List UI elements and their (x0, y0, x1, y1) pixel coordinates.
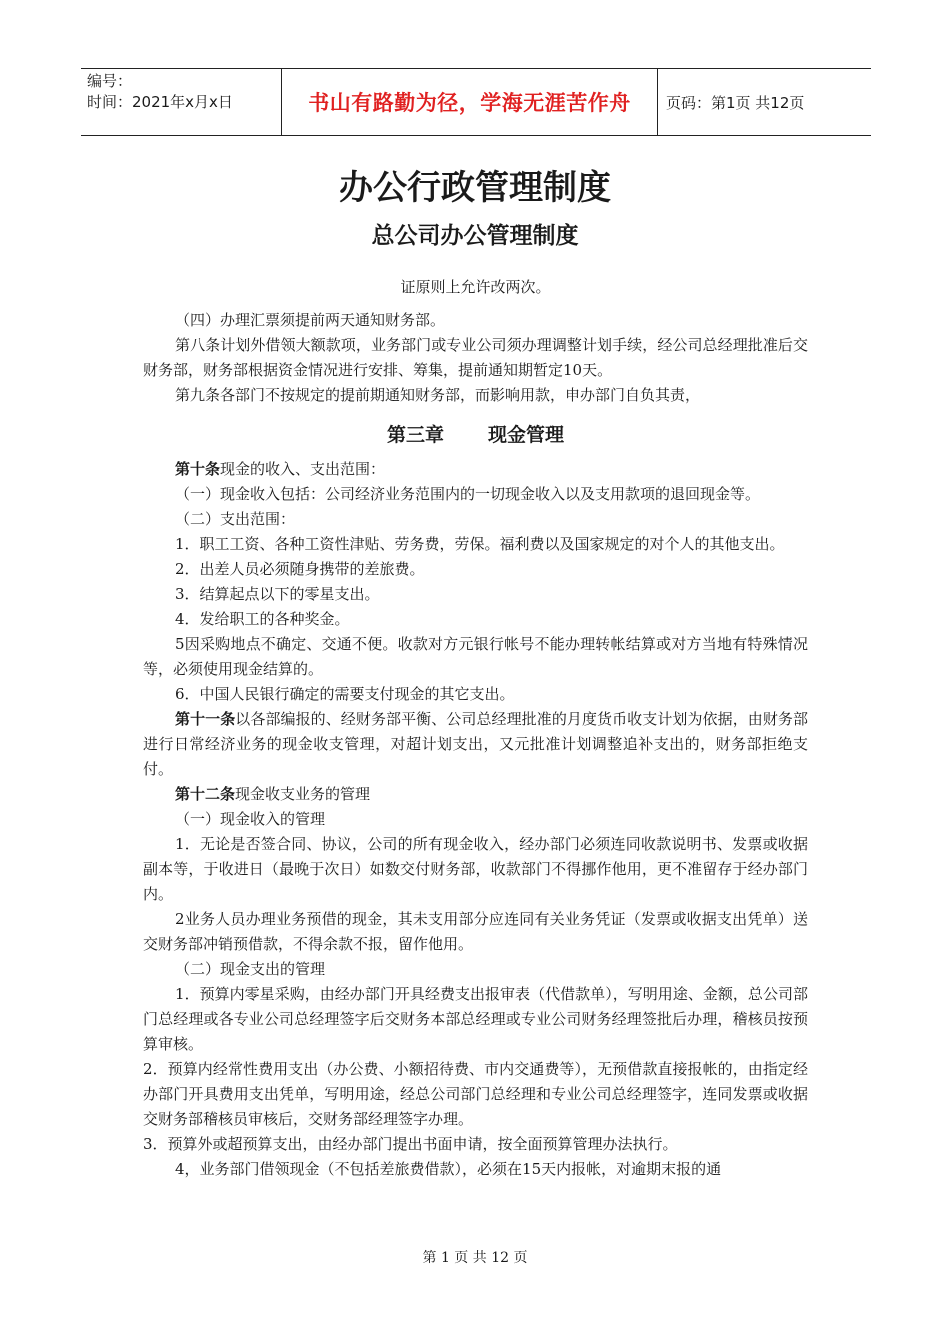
paragraph: 1．无论是否签合同、协议，公司的所有现金收入，经办部门必须连同收款说明书、发票或收据副本等，于收进日（最晚于次日）如数交付财务部，收款部门不得挪作他用，更不准留存于经办部门内。 (143, 835, 808, 903)
document-subtitle: 总公司办公管理制度 (371, 223, 579, 249)
paragraph: 3．预算外或超预算支出，由经办部门提出书面申请，按全面预算管理办法执行。 (143, 1135, 678, 1153)
article-label: 第十二条 (175, 785, 236, 803)
article-label: 第十条 (175, 460, 221, 478)
time-label: 时间：2021年x月x日 (87, 93, 233, 111)
paragraph: 第九条各部门不按规定的提前期通知财务部，而影响用款，申办部门自负其责， (175, 386, 701, 404)
header-motto: 书山有路勤为径，学海无涯苦作舟 (281, 69, 658, 135)
paragraph: 6．中国人民银行确定的需要支付现金的其它支出。 (175, 685, 515, 703)
article-label: 第十一条 (175, 710, 236, 728)
header-page-info: 页码：第1页 共12页 (666, 93, 805, 112)
page-footer: 第 1 页 共 12 页 (422, 1250, 528, 1266)
header-meta (81, 69, 281, 135)
paragraph: （一）现金收入的管理 (175, 810, 326, 828)
document-title: 办公行政管理制度 (339, 168, 611, 208)
paragraph: 5因采购地点不确定、交通不便。收款对方元银行帐号不能办理转帐结算或对方当地有特殊情况等，必须使用现金结算的。 (143, 635, 808, 678)
chapter-title: 现金管理 (488, 424, 565, 446)
page-header (81, 68, 871, 136)
paragraph: 第十一条以各部编报的、经财务部平衡、公司总经理批准的月度货币收支计划为依据，由财务部进行日常经济业务的现金收支管理，对超计划支出，又元批准计划调整追补支出的，财务部拒绝支付。 (143, 710, 808, 778)
paragraph: 2．出差人员必须随身携带的差旅费。 (175, 560, 425, 578)
paragraph: 第十条现金的收入、支出范围： (175, 460, 386, 478)
paragraph: （一）现金收入包括：公司经济业务范围内的一切现金收入以及支用款项的退回现金等。 (175, 485, 761, 503)
paragraph: （四）办理汇票须提前两天通知财务部。 (175, 311, 446, 329)
paragraph: 第八条计划外借领大额款项，业务部门或专业公司须办理调整计划手续，经公司总经理批准后交财务部，财务部根据资金情况进行安排、筹集，提前通知期暂定10天。 (143, 336, 808, 379)
paragraph: 第十二条现金收支业务的管理 (175, 785, 371, 803)
paragraph: 4，业务部门借领现金（不包括差旅费借款），必须在15天内报帐，对逾期末报的通 (175, 1160, 722, 1178)
document-body (143, 275, 808, 1182)
paragraph: （二）现金支出的管理 (175, 960, 326, 978)
chapter-number: 第三章 (386, 424, 444, 446)
paragraph: （二）支出范围： (175, 510, 296, 528)
paragraph: 2业务人员办理业务预借的现金，其未支用部分应连同有关业务凭证（发票或收据支出凭单）送交财务部冲销预借款，不得余款不报，留作他用。 (143, 910, 808, 953)
paragraph: 1．职工工资、各种工资性津贴、劳务费，劳保。福利费以及国家规定的对个人的其他支出。 (175, 535, 785, 553)
paragraph: 2．预算内经常性费用支出（办公费、小额招待费、市内交通费等），无预借款直接报帐的，由指定经办部门开具费用支出凭单，写明用途，经总公司部门总经理和专业公司总经理签字，连同发票或收据交财务部稽核员审核后，交财务部经理签字办理。 (143, 1060, 808, 1128)
paragraph: 3．结算起点以下的零星支出。 (175, 585, 380, 603)
chapter-heading (143, 420, 808, 447)
paragraph: 1．预算内零星采购，由经办部门开具经费支出报审表（代借款单），写明用途、金额，总公司部门总经理或各专业公司总经理签字后交财务本部总经理或专业公司财务经理签批后办理，稽核员按预算审核。 (143, 985, 808, 1053)
number-label: 编号： (87, 72, 133, 90)
paragraph: 证原则上允许改两次。 (400, 278, 551, 296)
paragraph: 4．发给职工的各种奖金。 (175, 610, 350, 628)
